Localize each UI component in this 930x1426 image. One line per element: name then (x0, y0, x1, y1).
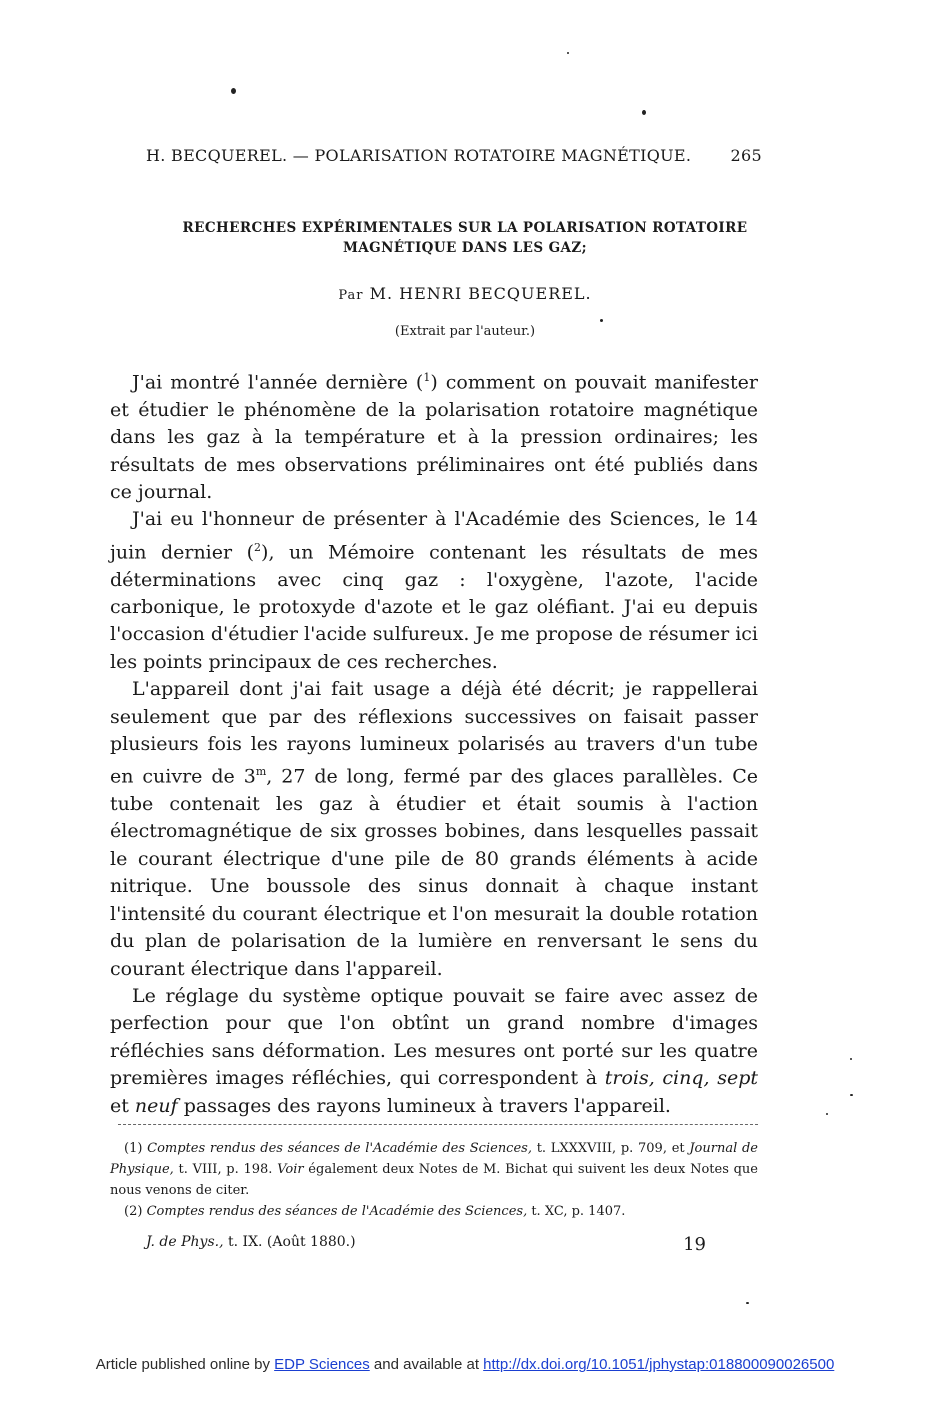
byline-author: M. HENRI BECQUEREL. (369, 284, 592, 303)
page-footer (146, 1234, 706, 1255)
footnote-ref-1: 1 (423, 371, 431, 384)
article-title-line-1: RECHERCHES EXPÉRIMENTALES SUR LA POLARISATION ROTATOIRE (182, 220, 748, 236)
paragraph-4: Le réglage du système optique pouvait se faire avec assez de perfection pour que l'on obtînt un grand nombre d'images réfléchies sans déformation. Les mesures ont porté sur les quatre premières images réfléchies, qui correspondent à trois, cinq, sept et neuf passages des rayons lumineux à travers l'appareil. (110, 984, 758, 1117)
scan-speck (850, 1058, 852, 1060)
publication-banner: Article published online by EDP Sciences and available at http://dx.doi.org/10.1051/jphystap:018800090026500 (95, 1356, 835, 1373)
running-title: H. BECQUEREL. — POLARISATION ROTATOIRE MAGNÉTIQUE. (146, 146, 692, 165)
footnote-divider (118, 1124, 758, 1125)
scan-speck (600, 319, 603, 322)
unit-superscript: m (255, 765, 267, 779)
running-head (146, 146, 762, 165)
paragraph-3: L'appareil dont j'ai fait usage a déjà été décrit; je rappellerai seulement que par des réflexions successives on faisait passer plusieurs fois les rayons lumineux polarisés au travers d'un tube en cuivre de 3$^m$, 27 de long, fermé par des glaces parallèles. Ce tube contenait les gaz à étudier et était soumis à l'action électromagnétique de six grosses bobines, dans lesquelles passait le courant électrique d'une pile de 80 grands éléments à acide nitrique. Une boussole des sinus donnait à chaque instant l'intensité du courant électrique et l'on mesurait la double rotation du plan de polarisation de la lumière en renversant le sens du courant électrique dans l'appareil. (110, 678, 758, 980)
scan-speck (826, 1113, 828, 1115)
paragraph-2: J'ai eu l'honneur de présenter à l'Académie des Sciences, le 14 juin dernier ($^2$), un Mémoire contenant les résultats de mes déterminations avec cinq gaz : l'oxygène, l'azote, l'acide carbonique, le protoxyde d'azote et le gaz oléfiant. J'ai eu depuis l'occasion d'étudier l'acide sulfureux. Je me propose de résumer ici les points principaux de ces recherches. (110, 508, 759, 673)
byline-prefix: Par (338, 288, 364, 303)
journal-reference: J. de Phys., t. IX. (Août 1880.) (146, 1234, 356, 1250)
publisher-link[interactable]: EDP Sciences (274, 1356, 370, 1373)
scan-speck (746, 1302, 749, 1304)
scan-speck (850, 1094, 853, 1096)
page-number: 265 (730, 146, 762, 165)
article-title-line-2: MAGNÉTIQUE DANS LES GAZ; (342, 240, 588, 256)
scan-speck (642, 110, 646, 115)
footnote-ref-2: 2 (254, 540, 262, 554)
footnote-1: (1) Comptes rendus des séances de l'Académie des Sciences, t. LXXXVIII, p. 709, et Journal de Physique, t. VIII, p. 198. Voir également deux Notes de M. Bichat qui suivent les deux Notes que nous venons de citer. (110, 1141, 758, 1198)
footnote-2: (2) Comptes rendus des séances de l'Académie des Sciences, t. XC, p. 1407. (124, 1204, 626, 1219)
extract-note: (Extrait par l'auteur.) (394, 324, 536, 339)
byline (110, 284, 820, 303)
article-body (110, 364, 758, 1120)
scan-speck (567, 52, 569, 54)
signature-mark: 19 (683, 1234, 706, 1255)
scan-speck (231, 88, 236, 94)
footnotes (110, 1138, 758, 1222)
paragraph-1: J'ai montré l'année dernière ($^1$) comment on pouvait manifester et étudier le phénomène de la polarisation rotatoire magnétique dans les gaz à la température et à la pression ordinaires; les résultats de mes observations préliminaires ont été publiés dans ce journal. (110, 371, 759, 503)
doi-link[interactable]: http://dx.doi.org/10.1051/jphystap:018800090026500 (483, 1356, 835, 1373)
